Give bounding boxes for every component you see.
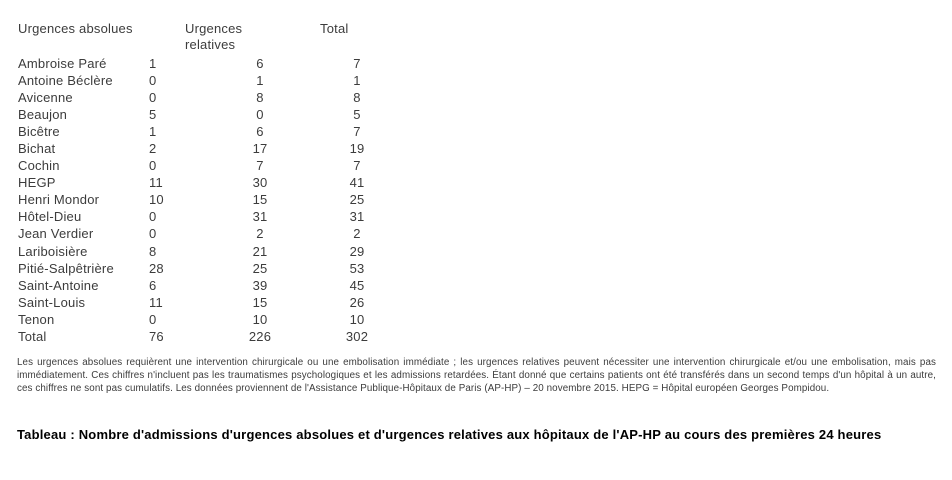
urgences-absolues-cell: 6 — [149, 277, 157, 293]
table-row — [0, 312, 952, 329]
hospital-name-cell: Antoine Béclère — [18, 73, 113, 89]
urgences-relatives-cell: 25 — [252, 260, 268, 276]
urgences-relatives-cell: 226 — [248, 328, 272, 344]
urgences-relatives-cell: 31 — [252, 209, 268, 225]
column-header-total: Total — [320, 21, 349, 36]
table-row — [0, 244, 952, 261]
total-cell: 5 — [353, 107, 361, 123]
table-row — [0, 329, 952, 346]
total-cell: 302 — [345, 328, 369, 344]
table-body — [0, 56, 952, 346]
table-row — [0, 107, 952, 124]
hospital-name-cell: Total — [18, 328, 47, 344]
hospital-name-cell: Jean Verdier — [18, 226, 94, 242]
total-cell: 19 — [349, 141, 365, 157]
hospital-name-cell: Avicenne — [18, 90, 73, 106]
urgences-absolues-cell: 76 — [149, 328, 164, 344]
total-cell: 7 — [353, 56, 361, 71]
urgences-absolues-cell: 0 — [149, 226, 157, 242]
table-row — [0, 124, 952, 141]
total-cell: 7 — [353, 158, 361, 174]
urgences-absolues-cell: 11 — [149, 175, 163, 191]
column-header-urgences-relatives: Urgences relatives — [185, 21, 243, 52]
urgences-relatives-cell: 7 — [256, 158, 264, 174]
urgences-relatives-cell: 1 — [256, 73, 264, 89]
urgences-absolues-cell: 11 — [149, 294, 163, 310]
urgences-absolues-cell: 28 — [149, 260, 164, 276]
hospital-name-cell: Cochin — [18, 158, 60, 174]
hospital-name-cell: Saint-Antoine — [18, 277, 99, 293]
total-cell: 10 — [349, 311, 365, 327]
hospital-name-cell: Bichat — [18, 141, 56, 157]
total-cell: 7 — [353, 124, 361, 140]
hospital-name-cell: Beaujon — [18, 107, 68, 123]
hospital-name-cell: Saint-Louis — [18, 294, 86, 310]
urgences-absolues-cell: 1 — [149, 124, 157, 140]
urgences-relatives-cell: 0 — [256, 107, 264, 123]
urgences-relatives-cell: 8 — [256, 90, 264, 106]
hospital-name-cell: Henri Mondor — [18, 192, 100, 208]
urgences-absolues-cell: 0 — [149, 311, 157, 327]
urgences-absolues-cell: 0 — [149, 158, 157, 174]
table-header-row — [0, 21, 952, 55]
urgences-relatives-cell: 15 — [252, 294, 268, 310]
urgences-relatives-cell: 21 — [252, 243, 268, 259]
hospital-name-cell: Tenon — [18, 311, 55, 327]
hospital-name-cell: HEGP — [18, 175, 56, 191]
table-footnote: Les urgences absolues requièrent une intervention chirurgicale ou une embolisation immédiate ; les urgences relatives peuvent nécessiter une intervention chirurgicale et/ou une embolisation, mais pas immédiatement. Ces chiffres n'incluent pas les traumatismes psychologiques et les admissions retardées. Étant donné que certains patients ont été transférés dans un second temps d'un hôpital à un autre, ces chiffres ne sont pas cumulatifs. Les données proviennent de l'Assistance Publique-Hôpitaux de Paris (AP-HP) – 20 novembre 2015. HEPG = Hôpital européen Georges Pompidou. — [17, 357, 936, 394]
urgences-absolues-cell: 0 — [149, 209, 157, 225]
urgences-relatives-cell: 39 — [252, 277, 268, 293]
total-cell: 31 — [349, 209, 365, 225]
table-row — [0, 175, 952, 192]
urgences-relatives-cell: 6 — [256, 56, 264, 71]
urgences-relatives-cell: 30 — [252, 175, 268, 191]
urgences-relatives-cell: 2 — [256, 226, 264, 242]
table-row — [0, 158, 952, 175]
column-header-urgences-absolues: Urgences absolues — [18, 21, 133, 36]
table-caption: Tableau : Nombre d'admissions d'urgences absolues et d'urgences relatives aux hôpitaux de l'AP-HP au cours des premières 24 heures — [17, 427, 882, 442]
hospital-name-cell: Lariboisière — [18, 243, 88, 259]
total-cell: 41 — [349, 175, 365, 191]
urgences-absolues-cell: 8 — [149, 243, 157, 259]
table-row — [0, 261, 952, 278]
table-row — [0, 73, 952, 90]
total-cell: 26 — [349, 294, 365, 310]
urgences-relatives-cell: 17 — [252, 141, 268, 157]
urgences-absolues-cell: 2 — [149, 141, 157, 157]
hospital-name-cell: Bicêtre — [18, 124, 60, 140]
urgences-absolues-cell: 5 — [149, 107, 157, 123]
hospital-name-cell: Hôtel-Dieu — [18, 209, 82, 225]
urgences-relatives-cell: 15 — [252, 192, 268, 208]
hospital-name-cell: Ambroise Paré — [18, 56, 107, 71]
table-row — [0, 141, 952, 158]
total-cell: 29 — [349, 243, 365, 259]
total-cell: 45 — [349, 277, 365, 293]
hospital-name-cell: Pitié-Salpêtrière — [18, 260, 114, 276]
table-row — [0, 192, 952, 209]
total-cell: 53 — [349, 260, 365, 276]
urgences-relatives-cell: 6 — [256, 124, 264, 140]
table-row — [0, 226, 952, 243]
urgences-relatives-cell: 10 — [252, 311, 268, 327]
table-row — [0, 56, 952, 73]
urgences-absolues-cell: 0 — [149, 90, 157, 106]
table-row — [0, 278, 952, 295]
total-cell: 1 — [353, 73, 361, 89]
table-row — [0, 90, 952, 107]
total-cell: 25 — [349, 192, 365, 208]
table-row — [0, 295, 952, 312]
urgences-absolues-cell: 10 — [149, 192, 164, 208]
table-row — [0, 209, 952, 226]
total-cell: 2 — [353, 226, 361, 242]
total-cell: 8 — [353, 90, 361, 106]
urgences-absolues-cell: 0 — [149, 73, 157, 89]
urgences-absolues-cell: 1 — [149, 56, 157, 71]
